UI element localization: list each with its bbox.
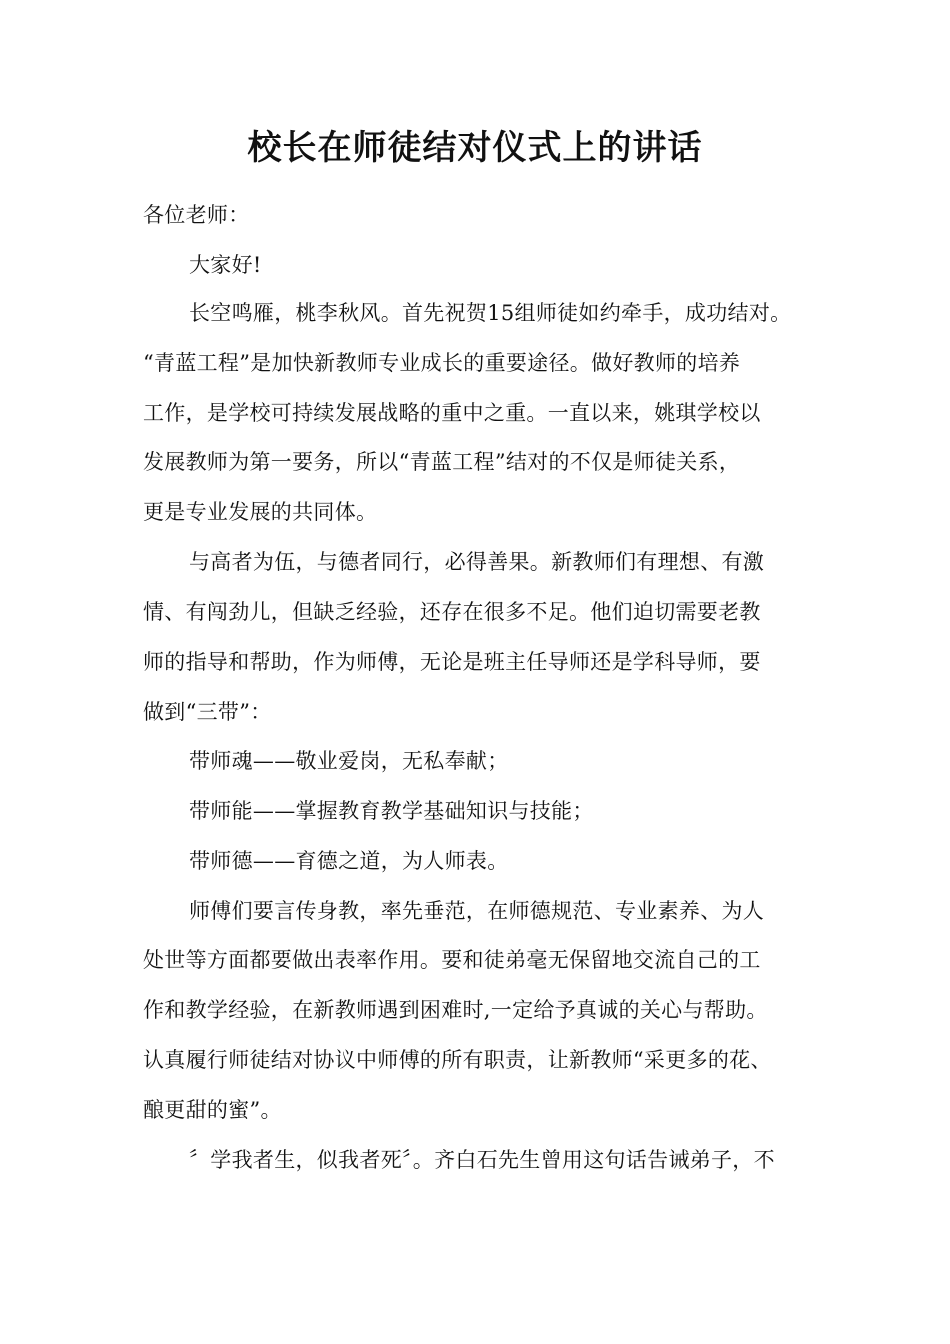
paragraph-line: 师傅们要言传身教，率先垂范，在师德规范、专业素养、为人 (189, 899, 765, 923)
list-item: 带师德——育德之道，为人师表。 (189, 849, 509, 873)
paragraph-line: 与高者为伍，与德者同行，必得善果。新教师们有理想、有激 (189, 550, 765, 574)
paragraph-line: 〞学我者生，似我者死〞。齐白石先生曾用这句话告诫弟子，不 (189, 1148, 775, 1172)
paragraph-line: 作和教学经验，在新教师遇到困难时,一定给予真诚的关心与帮助。 (143, 998, 768, 1022)
greeting: 大家好! (189, 253, 262, 277)
paragraph-line: 师的指导和帮助，作为师傅，无论是班主任导师还是学科导师，要 (143, 650, 761, 674)
salutation: 各位老师： (143, 203, 250, 227)
paragraph-line: 认真履行师徒结对协议中师傅的所有职责，让新教师“采更多的花、 (143, 1048, 772, 1072)
paragraph-line: 更是专业发展的共同体。 (143, 500, 378, 524)
list-item: 带师能——掌握教育教学基础知识与技能； (189, 799, 594, 823)
list-item: 带师魂——敬业爱岗，无私奉献； (189, 749, 509, 773)
paragraph-line: 长空鸣雁，桃李秋风。首先祝贺15组师徒如约牵手，成功结对。 (189, 301, 792, 325)
paragraph-line: 处世等方面都要做出表率作用。要和徒弟毫无保留地交流自己的工 (143, 948, 761, 972)
paragraph-line: “青蓝工程”是加快新教师专业成长的重要途径。做好教师的培养 (143, 351, 741, 375)
paragraph-line: 做到“三带”： (143, 700, 272, 724)
paragraph-line: 工作，是学校可持续发展战略的重中之重。一直以来，姚琪学校以 (143, 401, 761, 425)
document-title: 校长在师徒结对仪式上的讲话 (247, 128, 703, 168)
paragraph-line: 情、有闯劲儿，但缺乏经验，还存在很多不足。他们迫切需要老教 (143, 600, 761, 624)
paragraph-line: 酿更甜的蜜”。 (143, 1098, 282, 1122)
paragraph-line: 发展教师为第一要务，所以“青蓝工程”结对的不仅是师徒关系， (143, 450, 741, 474)
